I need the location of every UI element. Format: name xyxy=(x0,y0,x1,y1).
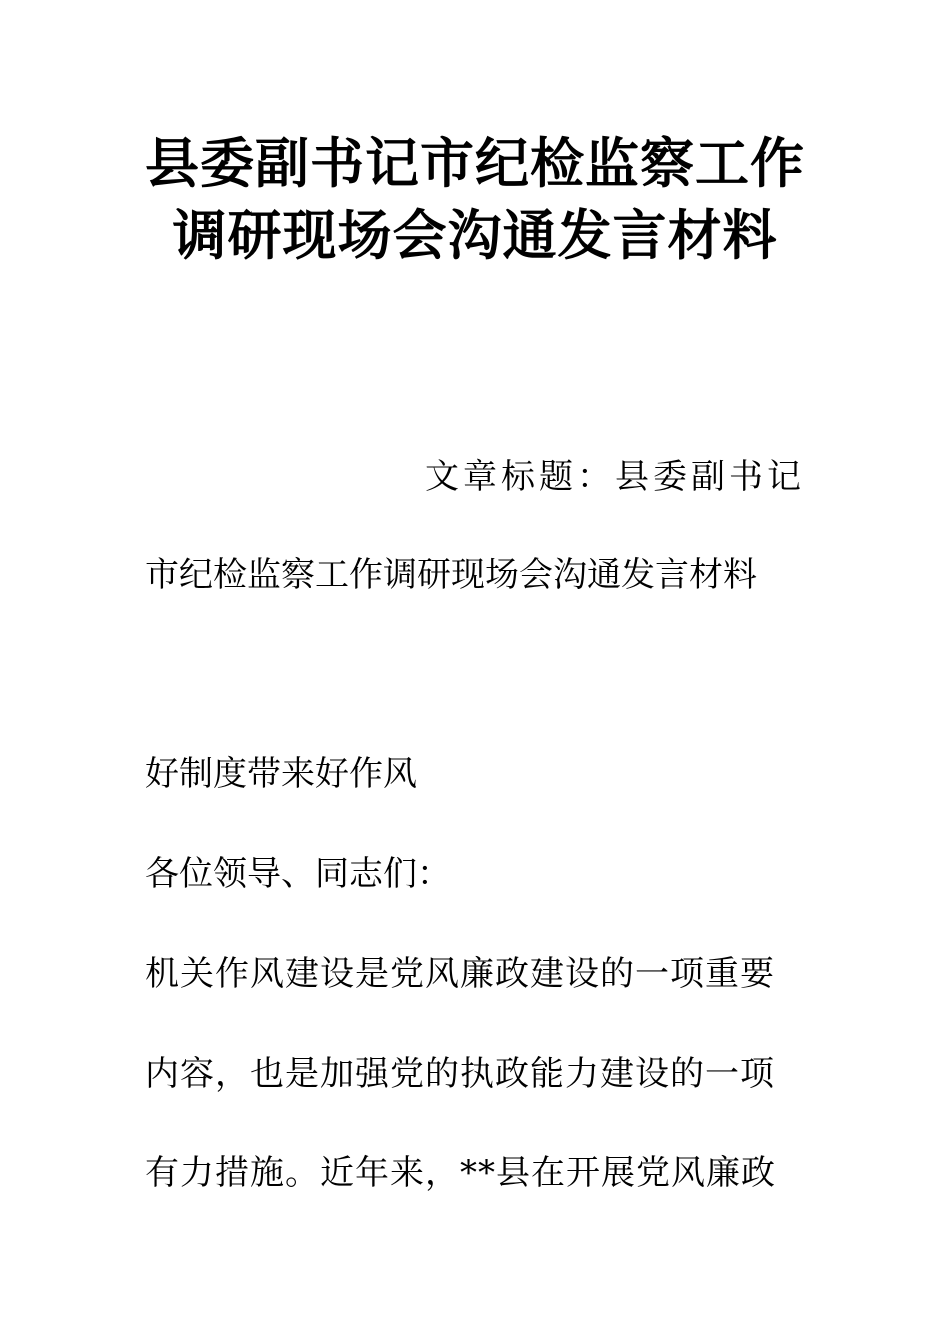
body-text-line: 有力措施。近年来，**县在开展党风廉政 xyxy=(145,1153,776,1193)
speech-subtitle: 好制度带来好作风 xyxy=(145,754,417,794)
article-title-label-line: 文章标题：县委副书记 xyxy=(425,457,805,497)
body-text-line: 机关作风建设是党风廉政建设的一项重要 xyxy=(145,954,775,994)
body-text-line: 内容，也是加强党的执政能力建设的一项 xyxy=(145,1054,775,1094)
document-title: 县委副书记市纪检监察工作调研现场会沟通发言材料 xyxy=(145,132,805,267)
article-title-continuation-line: 市纪检监察工作调研现场会沟通发言材料 xyxy=(145,555,757,595)
speech-greeting: 各位领导、同志们： xyxy=(145,854,451,894)
